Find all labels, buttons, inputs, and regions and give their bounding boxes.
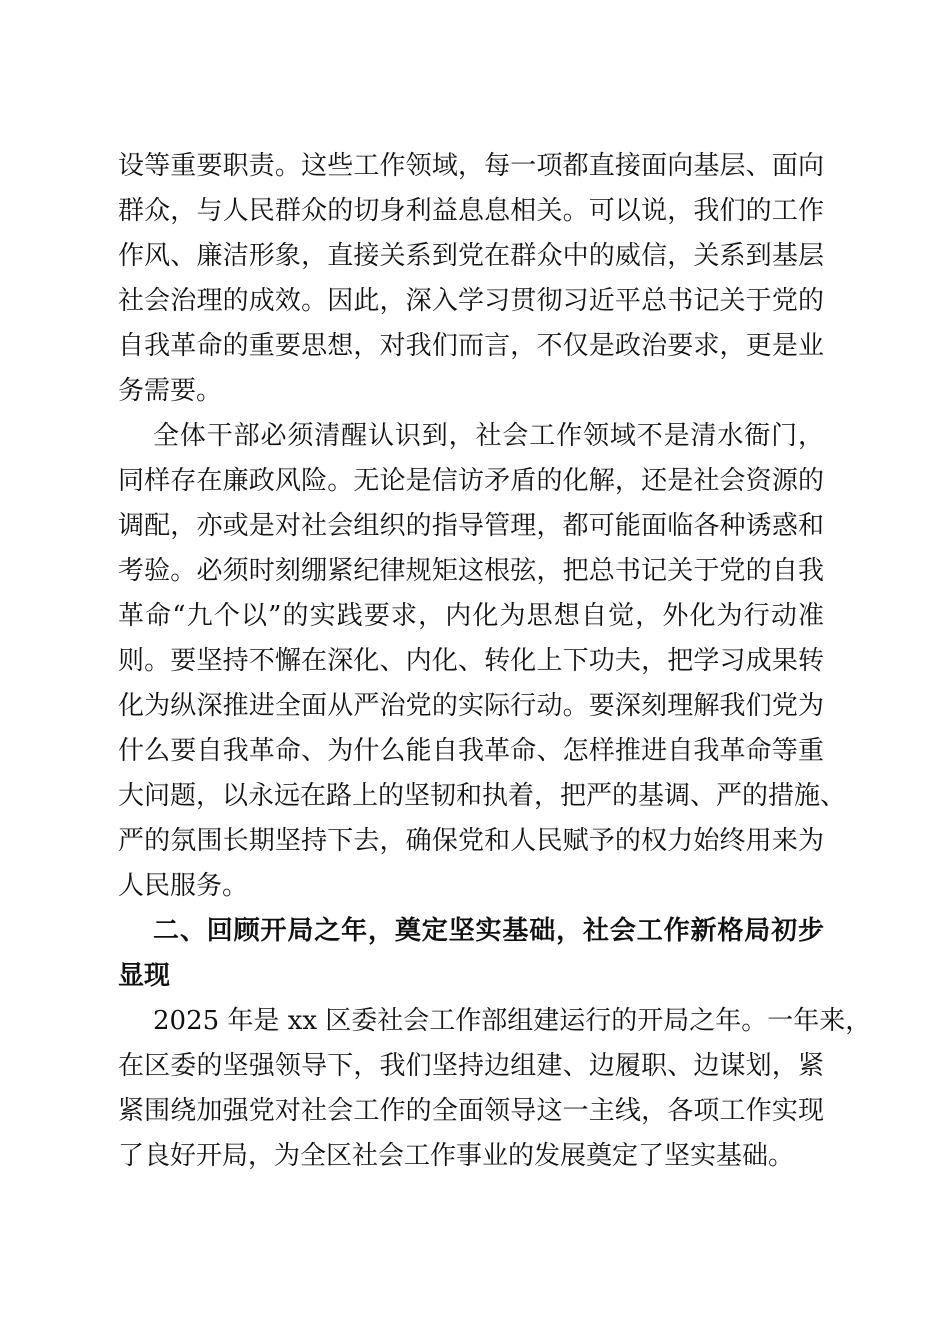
text-line: 务需要。 [118, 376, 223, 406]
text-line: 调配，亦或是对社会组织的指导管理，都可能面临各种诱惑和 [118, 511, 824, 541]
text-line: 了良好开局，为全区社会工作事业的发展奠定了坚实基础。 [118, 1141, 795, 1171]
text-line: 革命“九个以”的实践要求，内化为思想自觉，外化为行动准 [118, 601, 824, 631]
text-line: 社会治理的成效。因此，深入学习贯彻习近平总书记关于党的 [118, 286, 824, 316]
text-line: 人民服务。 [118, 871, 249, 901]
text-line: 考验。必须时刻绷紧纪律规矩这根弦，把总书记关于党的自我 [118, 556, 824, 586]
text-line: 紧围绕加强党对社会工作的全面领导这一主线，各项工作实现 [118, 1096, 824, 1126]
heading-line: 二、回顾开局之年，奠定坚实基础，社会工作新格局初步 [153, 916, 824, 946]
text-line: 全体干部必须清醒认识到，社会工作领域不是清水衙门， [153, 421, 824, 451]
text-line: 自我革命的重要思想，对我们而言，不仅是政治要求，更是业 [118, 331, 824, 361]
text-line: 化为纵深推进全面从严治党的实际行动。要深刻理解我们党为 [118, 691, 824, 721]
text-line: 同样存在廉政风险。无论是信访矛盾的化解，还是社会资源的 [118, 466, 824, 496]
text-line: 什么要自我革命、为什么能自我革命、怎样推进自我革命等重 [118, 736, 824, 766]
text-line: 设等重要职责。这些工作领域，每一项都直接面向基层、面向 [118, 151, 824, 181]
text-line: 作风、廉洁形象，直接关系到党在群众中的威信，关系到基层 [118, 241, 824, 271]
heading-line: 显现 [118, 961, 171, 991]
paragraph-integrity-risk [118, 414, 847, 909]
text-line: 2025 年是 xx 区委社会工作部组建运行的开局之年。一年来， [153, 1006, 872, 1036]
paragraph-review-2025 [118, 999, 872, 1179]
text-line: 大问题，以永远在路上的坚韧和执着，把严的基调、严的措施、 [118, 781, 847, 811]
text-line: 在区委的坚强领导下，我们坚持边组建、边履职、边谋划，紧 [118, 1051, 824, 1081]
text-line: 群众，与人民群众的切身利益息息相关。可以说，我们的工作 [118, 196, 824, 226]
text-line: 则。要坚持不懈在深化、内化、转化上下功夫，把学习成果转 [118, 646, 824, 676]
document-page [118, 144, 872, 1179]
section-heading [118, 909, 824, 999]
text-line: 严的氛围长期坚持下去，确保党和人民赋予的权力始终用来为 [118, 826, 824, 856]
paragraph-continued [118, 144, 824, 414]
